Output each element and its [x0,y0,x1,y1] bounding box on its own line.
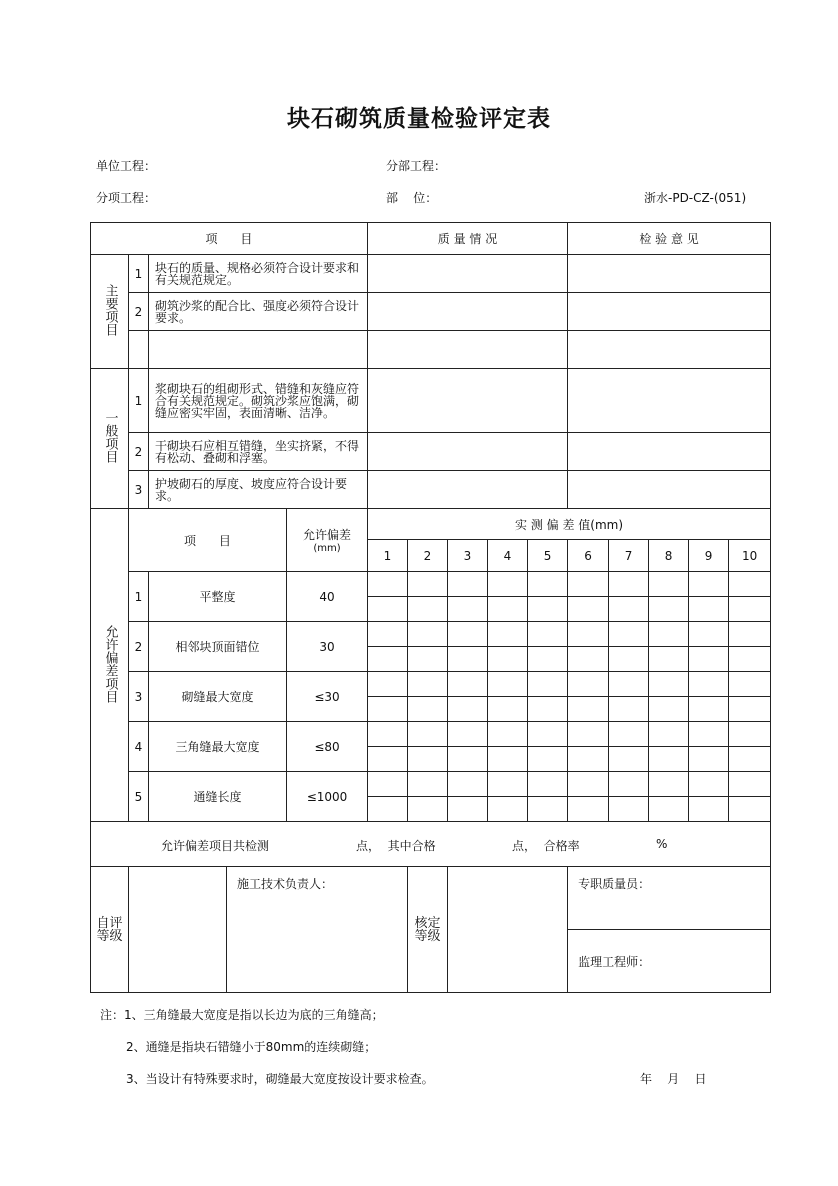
measure-col-4: 4 [488,540,528,572]
measure-cell[interactable] [368,747,408,772]
measure-cell[interactable] [568,647,609,672]
measure-cell[interactable] [368,572,408,597]
measure-cell[interactable] [488,697,528,722]
measure-cell[interactable] [528,697,568,722]
tolerance-row-no: 2 [129,622,149,672]
measure-cell[interactable] [448,622,488,647]
measure-cell[interactable] [568,772,609,797]
measure-cell[interactable] [729,797,771,822]
self-grade-value[interactable] [129,867,227,993]
measure-cell[interactable] [488,572,528,597]
tolerance-row-no: 4 [129,722,149,772]
summary-percent: % [656,837,668,851]
measure-cell[interactable] [689,697,729,722]
measure-cell[interactable] [528,722,568,747]
tolerance-row-allow: 40 [287,572,368,622]
tolerance-row-allow: ≤1000 [287,772,368,822]
measure-cell[interactable] [729,697,771,722]
supervisor-label: 监理工程师： [578,954,651,969]
opinion-cell[interactable] [568,471,771,509]
measure-cell[interactable] [689,747,729,772]
main-items-label: 主要项目 [102,284,118,336]
opinion-cell[interactable] [568,433,771,471]
measure-col-3: 3 [448,540,488,572]
summary-rate: 点， 合格率 [512,839,580,853]
measure-col-8: 8 [649,540,689,572]
quality-cell[interactable] [368,433,568,471]
measure-col-1: 1 [368,540,408,572]
measure-cell[interactable] [649,797,689,822]
measure-cell[interactable] [488,672,528,697]
measure-cell[interactable] [649,622,689,647]
general-item-no: 3 [129,471,149,509]
measure-cell[interactable] [528,572,568,597]
main-item-text-empty[interactable] [149,331,368,369]
measure-cell[interactable] [568,572,609,597]
measured-header: 实 测 偏 差 值(mm) [368,509,771,540]
form-code: 浙水-PD-CZ-(051) [644,191,747,205]
measure-cell[interactable] [408,597,448,622]
date-label: 年 月 日 [640,1072,707,1086]
tolerance-row-name: 通缝长度 [149,772,287,822]
measure-cell[interactable] [528,597,568,622]
measure-cell[interactable] [649,697,689,722]
measure-cell[interactable] [729,672,771,697]
measure-cell[interactable] [488,772,528,797]
general-item-text: 浆砌块石的组砌形式、错缝和灰缝应符合有关规范规定。砌筑沙浆应饱满，砌缝应密实牢固，表面清晰、洁净。 [149,369,368,433]
tolerance-row-no: 3 [129,672,149,722]
tolerance-row-name: 相邻块顶面错位 [149,622,287,672]
measure-cell[interactable] [448,772,488,797]
general-item-text: 干砌块石应相互错缝，坐实挤紧，不得有松动、叠砌和浮塞。 [149,433,368,471]
measure-cell[interactable] [609,747,649,772]
header-quality: 质 量 情 况 [368,223,568,255]
general-items-label-cell [91,369,129,509]
main-items-label-cell [91,255,129,369]
quality-cell[interactable] [368,255,568,293]
tolerance-row-no: 5 [129,772,149,822]
measure-cell[interactable] [448,647,488,672]
verify-grade-value[interactable] [448,867,568,993]
opinion-cell[interactable] [568,369,771,433]
note-2: 2、通缝是指块石错缝小于80mm的连续砌缝； [126,1040,377,1054]
measure-cell[interactable] [568,622,609,647]
summary-total: 允许偏差项目共检测 [161,839,270,853]
measure-cell[interactable] [689,797,729,822]
inspection-table [90,222,771,993]
measure-cell[interactable] [609,722,649,747]
measure-cell[interactable] [408,747,448,772]
tolerance-row-allow: ≤80 [287,722,368,772]
general-item-no: 2 [129,433,149,471]
quality-cell[interactable] [368,293,568,331]
measure-cell[interactable] [488,647,528,672]
measure-cell[interactable] [649,722,689,747]
measure-col-5: 5 [528,540,568,572]
quality-cell[interactable] [368,331,568,369]
measure-cell[interactable] [408,797,448,822]
self-grade-label: 自评等级 [96,915,123,944]
quality-cell[interactable] [368,471,568,509]
measure-cell[interactable] [528,772,568,797]
quality-officer-label: 专职质量员： [578,877,651,891]
item-project-label: 分项工程： [96,191,157,205]
measure-cell[interactable] [609,672,649,697]
tolerance-row-name: 砌缝最大宽度 [149,672,287,722]
measure-col-7: 7 [609,540,649,572]
measure-cell[interactable] [408,622,448,647]
measure-cell[interactable] [408,772,448,797]
main-item-text: 块石的质量、规格必须符合设计要求和有关规范规定。 [149,255,368,293]
main-item-text: 砌筑沙浆的配合比、强度必须符合设计要求。 [149,293,368,331]
unit-project-label: 单位工程： [96,159,157,173]
measure-cell[interactable] [729,597,771,622]
header-opinion: 检 验 意 见 [568,223,771,255]
measure-cell[interactable] [448,572,488,597]
measure-cell[interactable] [649,572,689,597]
measure-cell[interactable] [448,747,488,772]
measure-cell[interactable] [408,572,448,597]
measure-cell[interactable] [368,622,408,647]
measure-cell[interactable] [649,747,689,772]
verify-grade-label: 核定等级 [414,915,441,944]
measure-cell[interactable] [689,672,729,697]
supervisor-cell[interactable] [568,930,771,993]
measure-cell[interactable] [649,597,689,622]
measure-cell[interactable] [408,672,448,697]
measure-cell[interactable] [528,797,568,822]
measure-cell[interactable] [609,697,649,722]
measure-cell[interactable] [729,622,771,647]
summary-row [91,822,771,867]
measure-cell[interactable] [368,797,408,822]
note-3: 3、当设计有特殊要求时，砌缝最大宽度按设计要求检查。 [126,1072,434,1086]
measure-cell[interactable] [448,797,488,822]
measure-cell[interactable] [528,622,568,647]
measure-cell[interactable] [408,722,448,747]
measure-cell[interactable] [488,797,528,822]
measure-cell[interactable] [609,597,649,622]
measure-cell[interactable] [689,772,729,797]
measure-cell[interactable] [488,722,528,747]
measure-col-10: 10 [729,540,771,572]
measure-cell[interactable] [368,647,408,672]
measure-cell[interactable] [528,747,568,772]
allow-header-cell [287,509,368,572]
location-label: 部 位： [386,191,438,205]
measure-cell[interactable] [649,772,689,797]
measure-cell[interactable] [689,572,729,597]
measure-cell[interactable] [609,572,649,597]
measure-cell[interactable] [729,772,771,797]
measure-cell[interactable] [368,697,408,722]
tolerance-label: 允许偏差项目 [102,624,118,703]
main-item-no-empty [129,331,149,369]
main-item-no: 1 [129,255,149,293]
measure-cell[interactable] [368,772,408,797]
measure-cell[interactable] [609,622,649,647]
main-item-no: 2 [129,293,149,331]
general-items-label: 一般项目 [102,411,118,463]
page-title: 块石砌筑质量检验评定表 [287,106,551,132]
tech-lead-cell[interactable] [227,867,408,993]
measure-col-6: 6 [568,540,609,572]
measure-cell[interactable] [729,747,771,772]
measure-cell[interactable] [689,647,729,672]
summary-qualified: 点， 其中合格 [356,839,436,853]
measure-cell[interactable] [488,597,528,622]
tolerance-row-name: 三角缝最大宽度 [149,722,287,772]
measure-cell[interactable] [568,597,609,622]
measure-cell[interactable] [528,672,568,697]
measure-cell[interactable] [649,647,689,672]
measure-cell[interactable] [729,722,771,747]
measure-cell[interactable] [689,722,729,747]
opinion-cell[interactable] [568,331,771,369]
sub-project-label: 分部工程： [386,159,447,173]
measure-cell[interactable] [488,622,528,647]
measure-cell[interactable] [488,747,528,772]
measure-cell[interactable] [368,672,408,697]
measure-cell[interactable] [568,722,609,747]
measure-cell[interactable] [368,722,408,747]
measure-col-2: 2 [408,540,448,572]
measure-cell[interactable] [568,697,609,722]
measure-cell[interactable] [568,672,609,697]
measure-cell[interactable] [568,747,609,772]
measure-cell[interactable] [408,697,448,722]
measure-cell[interactable] [368,597,408,622]
measure-cell[interactable] [448,697,488,722]
quality-officer-cell[interactable] [568,867,771,930]
allow-header-line2: (mm) [313,543,341,554]
tolerance-row-name: 平整度 [149,572,287,622]
measure-col-9: 9 [689,540,729,572]
measure-cell[interactable] [729,647,771,672]
measure-cell[interactable] [609,647,649,672]
measure-cell[interactable] [609,797,649,822]
measure-cell[interactable] [649,672,689,697]
tolerance-label-cell [91,509,129,822]
measure-cell[interactable] [689,622,729,647]
measure-cell[interactable] [689,597,729,622]
allow-header-line1: 允许偏差 [302,528,351,542]
measure-cell[interactable] [448,722,488,747]
opinion-cell[interactable] [568,255,771,293]
general-item-no: 1 [129,369,149,433]
self-grade-cell [91,867,129,993]
general-item-text: 护坡砌石的厚度、坡度应符合设计要求。 [149,471,368,509]
measure-cell[interactable] [408,647,448,672]
measure-cell[interactable] [528,647,568,672]
tolerance-row-allow: 30 [287,622,368,672]
measure-cell[interactable] [609,772,649,797]
tolerance-item-header: 项 目 [129,509,287,572]
tech-lead-label: 施工技术负责人： [237,877,334,891]
tolerance-row-allow: ≤30 [287,672,368,722]
measure-cell[interactable] [448,597,488,622]
opinion-cell[interactable] [568,293,771,331]
measure-cell[interactable] [568,797,609,822]
verify-grade-cell [408,867,448,993]
measure-cell[interactable] [729,572,771,597]
quality-cell[interactable] [368,369,568,433]
tolerance-row-no: 1 [129,572,149,622]
note-1: 注：1、三角缝最大宽度是指以长边为底的三角缝高； [100,1008,384,1022]
measure-cell[interactable] [448,672,488,697]
header-item: 项 目 [91,223,368,255]
